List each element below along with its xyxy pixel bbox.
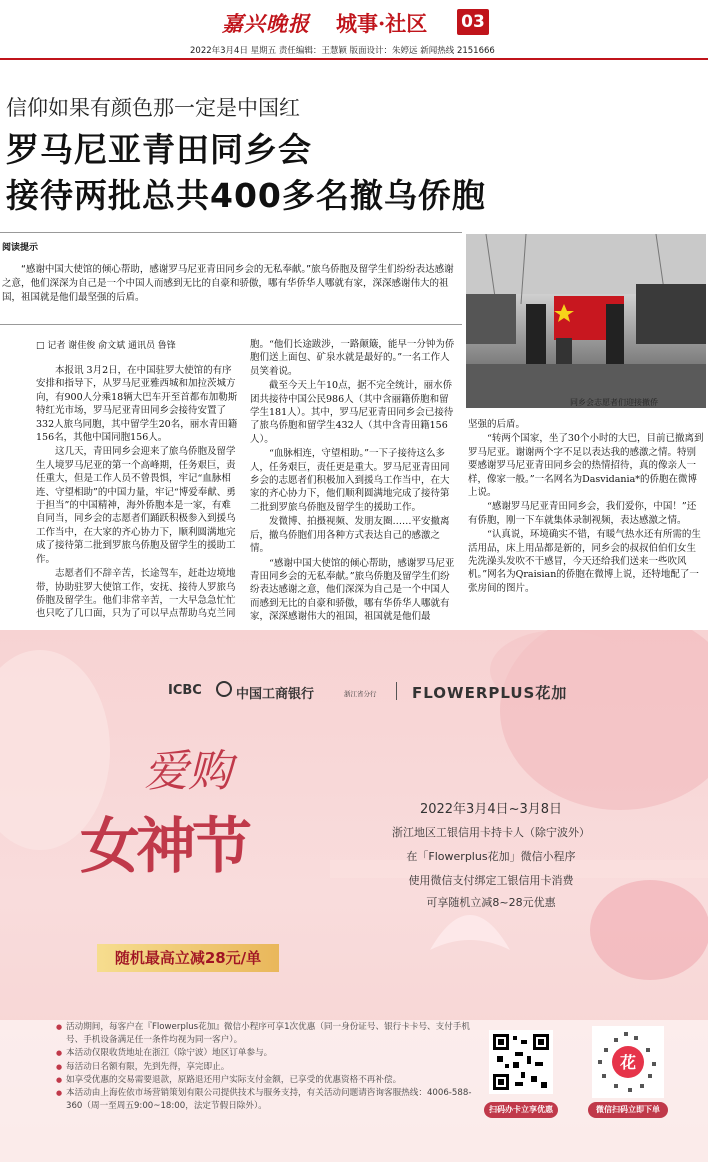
dateline: 2022年3月4日 星期五 责任编辑：王慧颖 版面设计：朱婷远 新闻热线 2151666	[190, 46, 495, 56]
qr2-label: 微信扫码立即下单	[588, 1102, 668, 1118]
section-title: 城事·社区	[336, 11, 428, 36]
paragraph: 这几天，青田同乡会迎来了旅乌侨胞及留学生人境罗马尼亚的第一个高峰期，任务艰巨，责任重大，但是工作人员不曾畏惧，牢记“血脉相连、守望相助”的中国力量，牢记“博爱奉献、勇于担当”的中国精神，海外侨胞本是一家，有难自同当，同乡会的志愿者们踊跃积极参入到援乌工作当中，在大家的齐心协力下，顺利圆满地完成了接待第二批到罗旅乌侨胞及留学生的援助工作。	[36, 446, 236, 565]
paragraph: “感谢中国大使馆的倾心帮助，感谢罗马尼亚青田同乡会的无私奉献。”旅乌侨胞及留学生们纷纷表达感谢之意，他们深深为自己是一个中国人而感到无比的自豪和骄傲，哪有华侨华人哪就有家，深深感谢伟大的祖国，祖国就是他们最	[250, 557, 455, 623]
paragraph: “认真说，环境确实不错，有暖气热水还有所需的生活用品，床上用品都是新的，同乡会的叔叔伯伯们女生先洗澡头发吹不干感冒，今天还给我们送来一些吹风机。”网名为Qraisian的侨胞在微博上说，还特地配了一张房间的图片。	[468, 529, 701, 594]
logo-divider	[396, 682, 397, 700]
icbc-logo: ICBC	[168, 683, 202, 698]
flowerplus-logo: FLOWERPLUS花加	[412, 684, 568, 702]
terms-list	[56, 1021, 476, 1113]
paragraph: 截至今天上午10点，据不完全统计，丽水侨团共接待中国公民986人（其中含丽籍侨胞和留学生181人）。其中，罗马尼亚青田同乡会已接待了旅乌侨胞和留学生432人（其中含青田籍156人）。	[250, 380, 454, 445]
lead-text: “感谢中国大使馆的倾心帮助，感谢罗马尼亚青田同乡会的无私奉献。”旅乌侨胞及留学生们纷纷表达感谢之意，他们深深为自己是一个中国人而感到无比的自豪和骄傲，哪有华侨华人哪就有家，深深感谢伟大的祖国，祖国就是他们最坚强的后盾。	[2, 264, 454, 303]
paragraph: 胞。“他们长途跋涉，一路颠簸，能早一分钟为侨胞们送上面包、矿泉水就是最好的。”一名工作人员笑着说。	[250, 339, 455, 377]
byline: □ 记者 谢佳俊 俞文斌 通讯员 鲁锋	[36, 341, 176, 351]
paragraph: “血脉相连，守望相助。”一下子接待这么多人，任务艰巨，责任更是重大。罗马尼亚青田同乡会的志愿者们积极加入到援乌工作当中，在大家的齐心协力下，他们顺利圆满地完成了接待第二批到罗旅乌侨胞及留学生的援助工作。	[250, 448, 450, 513]
promo-banner: 随机最高立减28元/单	[97, 944, 279, 972]
promo-line-4: 可享随机立减8~28元优惠	[426, 896, 556, 909]
paragraph: 本报讯 3月2日，在中国驻罗大使馆的有序安排和指导下，从罗马尼亚雅西城和加拉茨城方向，有900人分乘18辆大巴车开至首都布加勒斯特红光市场，罗马尼亚青田同乡会接待安置了332人旅乌同胞，其中留学生20名，丽水青田籍156名，其他中国同胞156人。	[36, 365, 238, 444]
promo-dates: 2022年3月4日~3月8日	[419, 802, 563, 817]
article-column-2	[250, 338, 456, 625]
kicker-headline: 信仰如果有颜色那一定是中国红	[6, 96, 300, 120]
paragraph: 志愿者们不辞辛苦，长途驾车，赶赴边境地带，协助驻罗大使馆工作，安抚、接待人罗旅乌侨胞及留学生。他们非常辛苦，一大早急急忙忙也只吃了几口面，只为了可以早点帮助乌克兰同	[36, 568, 236, 620]
svg-text:花: 花	[619, 1053, 637, 1072]
terms-item: ● 如享受优惠的交易需要退款，原路退还用户实际支付金额，已享受的优惠资格不再补偿。	[56, 1074, 476, 1087]
qr-code-mini-program[interactable]	[592, 1026, 664, 1098]
article-column-3	[468, 418, 704, 596]
promo-line-2: 在「Flowerplus花加」微信小程序	[406, 850, 576, 863]
headline-line-2: 接待两批总共400多名撤乌侨胞	[6, 176, 486, 215]
ad-title-line-1: 爱购	[144, 746, 232, 797]
lead-divider	[0, 232, 462, 233]
qr1-label: 扫码办卡立享优惠	[484, 1102, 558, 1118]
terms-item: ● 每活动日名额有限，先到先得，享完即止。	[56, 1061, 476, 1074]
ad-title-line-2: 女神节	[80, 812, 248, 882]
promo-info-card	[360, 786, 622, 918]
masthead-rule	[0, 58, 708, 60]
paragraph: 坚强的后盾。	[468, 419, 526, 430]
terms-item: ● 本活动仅限收货地址在浙江（除宁波）地区订单参与。	[56, 1047, 476, 1060]
terms-item: ● 活动期间，每客户在『Flowerplus花加』微信小程序可享1次优惠（同一身份证号、银行卡卡号、支付手机号、手机设备满足任一条件均视为同一客户）。	[56, 1021, 476, 1047]
page-number: 03	[457, 9, 489, 35]
paragraph: 发微博、拍摄视频、发朋友圈……平安撤离后，撤乌侨胞们用各种方式表达自己的感激之情。	[250, 516, 450, 555]
promo-line-1: 浙江地区工银信用卡持卡人（除宁波外）	[392, 826, 590, 839]
bank-branch: 浙江省分行	[344, 690, 377, 698]
terms-item: ● 本活动由上海佐依市场营销策划有限公司提供技术与服务支持，有关活动问题请咨询客服热线：4006-588-360（周一至周五9:00~18:00，法定节假日除外）。	[56, 1087, 476, 1113]
bank-name: 中国工商银行	[236, 687, 315, 702]
qr-code-card-application[interactable]	[489, 1030, 553, 1094]
lead-bottom-divider	[0, 324, 462, 325]
article-column-1	[36, 364, 240, 622]
headline-line-1: 罗马尼亚青田同乡会	[6, 130, 312, 169]
news-photo	[466, 234, 706, 408]
paragraph: “转两个国家，坐了30个小时的大巴，目前已撤离到罗马尼亚。谢谢两个字不足以表达我的感激之情。特别要感谢罗马尼亚青田同乡会的热情招待，真的像亲人一样，像家一般。”一名网名为Dasvidania*的侨胞在微博上说。	[468, 433, 704, 499]
photo-caption: 同乡会志愿者们迎接撤侨	[570, 398, 658, 407]
paragraph: “感谢罗马尼亚青田同乡会，我们爱你，中国！”还有侨胞，刚一下车就集体录制视频，表达感激之情。	[468, 501, 697, 526]
paper-name: 嘉兴晚报	[222, 11, 310, 36]
icbc-emblem-icon	[216, 681, 232, 697]
lead-label: 阅读提示	[2, 243, 39, 253]
promo-line-3: 使用微信支付绑定工银信用卡消费	[408, 874, 574, 887]
